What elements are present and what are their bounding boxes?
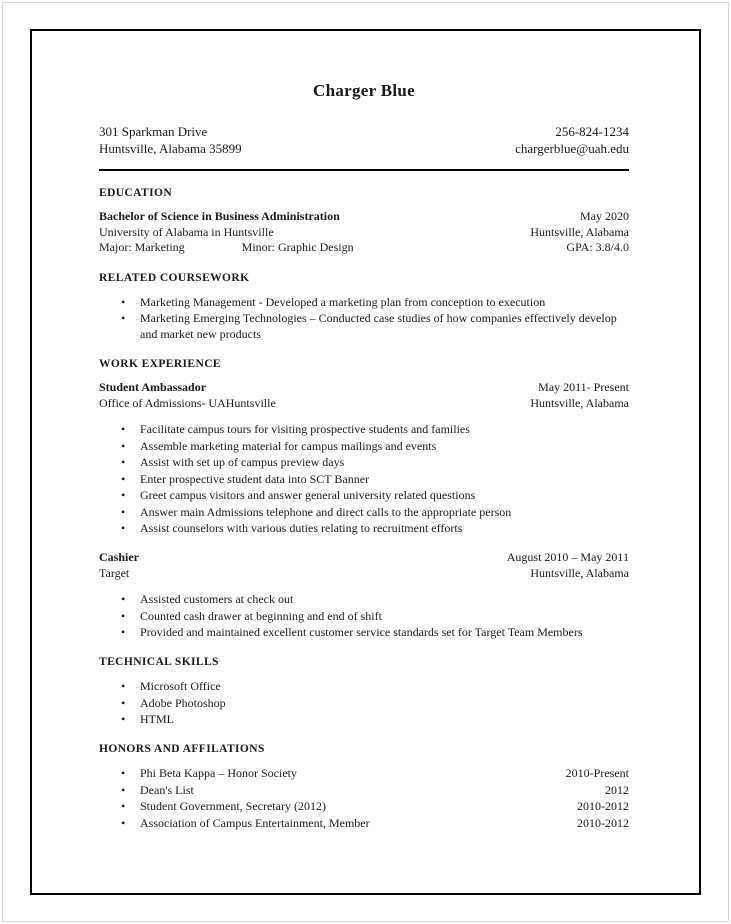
contact-address: [99, 123, 242, 157]
bullet-item: • Adobe Photoshop: [121, 695, 629, 711]
bullet-item: • Provided and maintained excellent customer service standards set for Target Team Members: [121, 624, 629, 640]
job-date: August 2010 – May 2011: [506, 550, 629, 564]
bullet-item: • Assist with set up of campus preview days: [121, 454, 629, 470]
header-divider: [99, 169, 629, 171]
degree-date: May 2020: [580, 209, 629, 223]
job-student-ambassador: [99, 380, 629, 536]
contact-block: [99, 123, 629, 157]
honor-date: 2010-2012: [577, 799, 629, 813]
job-title: Student Ambassador: [99, 380, 207, 394]
contact-phone-email: [515, 123, 629, 157]
address-line-2: Huntsville, Alabama 35899: [99, 141, 242, 156]
email-address: chargerblue@uah.edu: [515, 141, 629, 156]
bullet-item: • Marketing Management - Developed a marketing plan from conception to execution: [121, 294, 629, 310]
section-work-experience: [99, 358, 629, 640]
honor-date: 2010-2012: [577, 815, 629, 830]
degree-title: Bachelor of Science in Business Administration: [99, 209, 340, 223]
coursework-heading: RELATED COURSEWORK: [99, 271, 250, 284]
school-name: University of Alabama in Huntsville: [99, 224, 274, 239]
honors-item: [121, 815, 629, 831]
skills-heading: TECHNICAL SKILLS: [99, 656, 219, 668]
job-employer-row: [99, 396, 629, 412]
major-minor-group: [99, 240, 354, 256]
honors-item: [121, 798, 629, 814]
bullet-item: • Greet campus visitors and answer general university related questions: [121, 487, 629, 503]
job-location: Huntsville, Alabama: [530, 565, 629, 580]
bullet-item: • Marketing Emerging Technologies – Conducted case studies of how companies effectively develop and market new products: [121, 310, 629, 342]
job-duties-list: [99, 591, 629, 640]
minor-label: Minor: Graphic Design: [241, 240, 354, 254]
job-employer: Office of Admissions- UAHuntsville: [99, 395, 276, 410]
honors-item: [121, 765, 629, 781]
honor-label: • Dean's List: [140, 782, 194, 797]
address-line-1: 301 Sparkman Drive: [99, 124, 208, 139]
honors-list: [99, 765, 629, 831]
experience-heading: WORK EXPERIENCE: [99, 358, 221, 370]
school-location: Huntsville, Alabama: [530, 224, 629, 239]
skills-list: [99, 678, 629, 727]
honor-label: • Phi Beta Kappa – Honor Society: [140, 766, 297, 780]
major-label: Major: Marketing: [99, 240, 185, 254]
honor-label: • Student Government, Secretary (2012): [140, 799, 326, 813]
job-employer: Target: [99, 565, 130, 580]
job-date: May 2011- Present: [538, 380, 629, 394]
bullet-item: • Assemble marketing material for campus mailings and events: [121, 438, 629, 454]
job-title: Cashier: [99, 550, 139, 564]
job-title-row: [99, 550, 629, 566]
bullet-item: • Facilitate campus tours for visiting prospective students and families: [121, 421, 629, 437]
section-related-coursework: [99, 272, 629, 343]
job-duties-list: [99, 421, 629, 536]
coursework-list: [99, 294, 629, 343]
section-technical-skills: [99, 656, 629, 727]
education-heading: EDUCATION: [99, 187, 173, 199]
honors-item: [121, 782, 629, 798]
resume-name: Charger Blue: [313, 81, 415, 100]
bullet-item: • Answer main Admissions telephone and direct calls to the appropriate person: [121, 504, 629, 520]
bullet-item: • Assisted customers at check out: [121, 591, 629, 607]
bullet-item: • HTML: [121, 711, 629, 727]
job-location: Huntsville, Alabama: [530, 395, 629, 410]
phone-number: 256-824-1234: [555, 124, 629, 139]
bullet-item: • Counted cash drawer at beginning and end of shift: [121, 608, 629, 624]
education-major-row: [99, 240, 629, 256]
honor-date: 2010-Present: [565, 766, 629, 780]
job-cashier: [99, 550, 629, 640]
education-degree-row: [99, 209, 629, 225]
honors-heading: HONORS AND AFFILATIONS: [99, 743, 265, 755]
job-employer-row: [99, 566, 629, 582]
education-school-row: [99, 225, 629, 241]
bullet-item: • Enter prospective student data into SCT Banner: [121, 471, 629, 487]
bullet-item: • Assist counselors with various duties relating to recruitment efforts: [121, 520, 629, 536]
bullet-item: • Microsoft Office: [121, 678, 629, 694]
honor-label: • Association of Campus Entertainment, Member: [140, 815, 370, 830]
job-title-row: [99, 380, 629, 396]
honor-date: 2012: [605, 782, 629, 797]
section-honors-affiliations: [99, 743, 629, 831]
section-education: [99, 187, 629, 256]
gpa-label: GPA: 3.8/4.0: [566, 240, 629, 254]
resume-document-page[interactable]: [30, 29, 701, 895]
